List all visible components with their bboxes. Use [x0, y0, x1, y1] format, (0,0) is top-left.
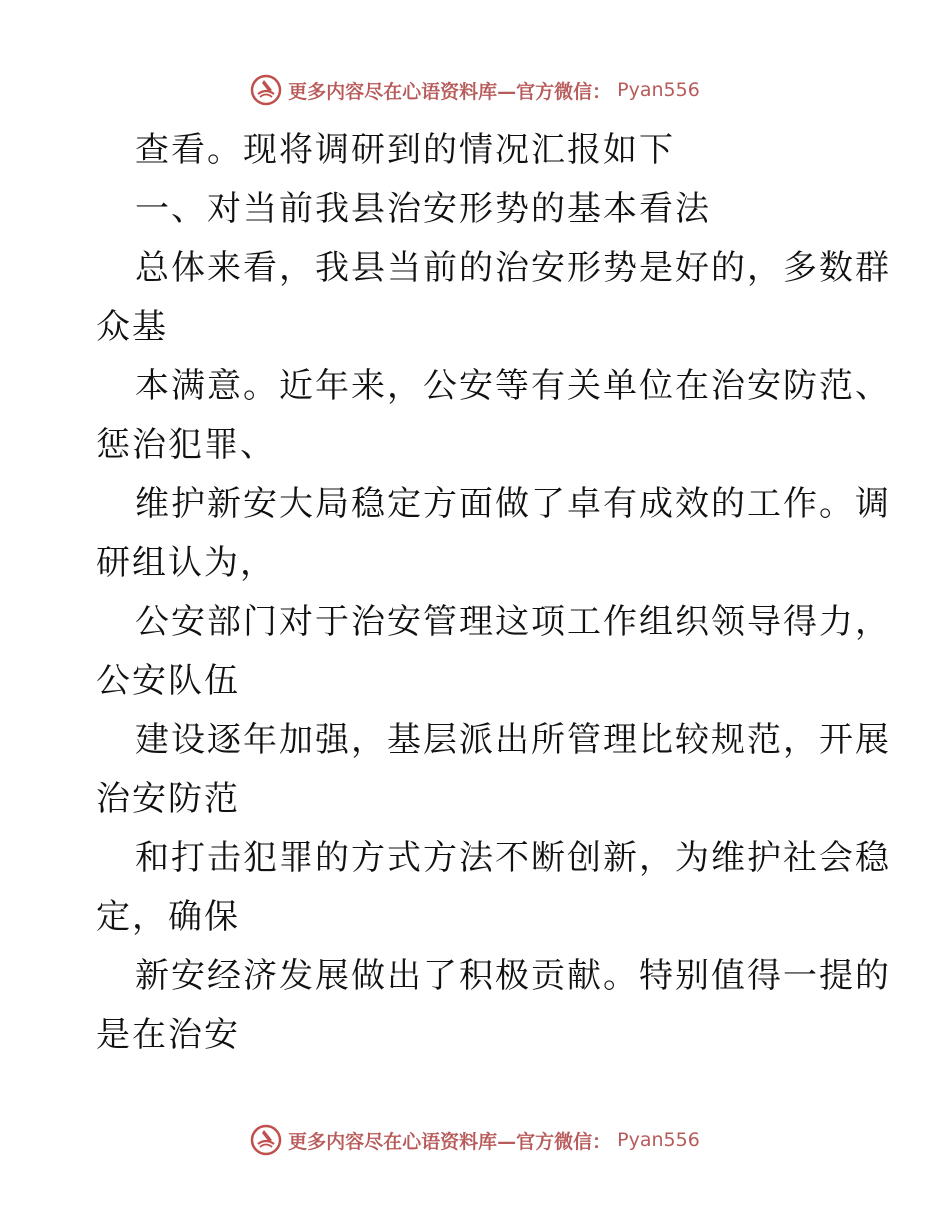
body-line: 本满意。近年来，公安等有关单位在治安防范、: [135, 366, 891, 406]
section-heading: 一、对当前我县治安形势的基本看法: [135, 189, 711, 229]
body-line: 查看。现将调研到的情况汇报如下: [135, 130, 675, 170]
book-pen-logo-icon: [250, 74, 282, 106]
header-wechat-id: Pyan556: [617, 79, 700, 101]
body-line: 治安防范: [96, 779, 240, 819]
book-pen-logo-icon: [250, 1124, 282, 1156]
body-line: 研组认为，: [96, 543, 276, 583]
footer-wechat-id: Pyan556: [617, 1129, 700, 1151]
body-line: 定，确保: [96, 897, 240, 937]
body-line: 公安部门对于治安管理这项工作组织领导得力，: [135, 602, 891, 642]
footer-banner-text: 更多内容尽在心语资料库—官方微信：: [288, 1130, 612, 1153]
body-line: 和打击犯罪的方式方法不断创新，为维护社会稳: [135, 838, 891, 878]
body-line: 建设逐年加强，基层派出所管理比较规范，开展: [135, 720, 891, 760]
footer-banner: [0, 1120, 950, 1160]
body-line: 众基: [96, 307, 168, 347]
body-line: 总体来看，我县当前的治安形势是好的，多数群: [135, 248, 891, 288]
header-banner-text: 更多内容尽在心语资料库—官方微信：: [288, 80, 612, 103]
document-body: [96, 121, 891, 1065]
body-line: 惩治犯罪、: [96, 425, 276, 465]
header-banner: [0, 70, 950, 110]
body-line: 公安队伍: [96, 661, 240, 701]
body-line: 维护新安大局稳定方面做了卓有成效的工作。调: [135, 484, 891, 524]
body-line: 新安经济发展做出了积极贡献。特别值得一提的: [135, 956, 891, 996]
body-line: 是在治安: [96, 1015, 240, 1055]
